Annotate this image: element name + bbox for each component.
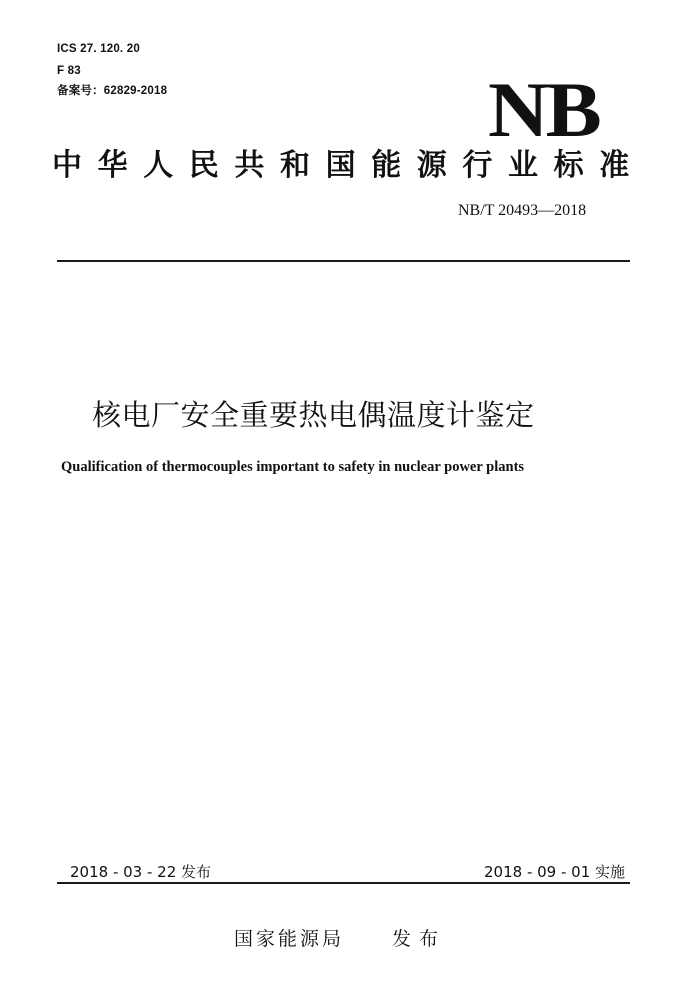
document-title-english: Qualification of thermocouples important to safety in nuclear power plants [61,459,525,475]
top-divider [57,260,630,262]
record-number: 备案号：62829-2018 [57,85,168,97]
implement-date: 2018 - 09 - 01 实施 [484,863,626,881]
standard-number: NB/T 20493—2018 [458,202,587,219]
issuing-authority: 国家能源局 [234,928,345,950]
publish-date: 2018 - 03 - 22 发布 [70,863,212,881]
issue-label: 发布 [392,928,447,950]
bottom-divider [57,882,630,884]
org-title: 中华人民共和国能源行业标准 [52,148,645,183]
ics-code: ICS 27. 120. 20 [57,43,140,55]
nb-logo: NB [488,66,599,153]
document-title-chinese: 核电厂安全重要热电偶温度计鉴定 [92,398,535,432]
classification-code: F 83 [57,65,81,77]
